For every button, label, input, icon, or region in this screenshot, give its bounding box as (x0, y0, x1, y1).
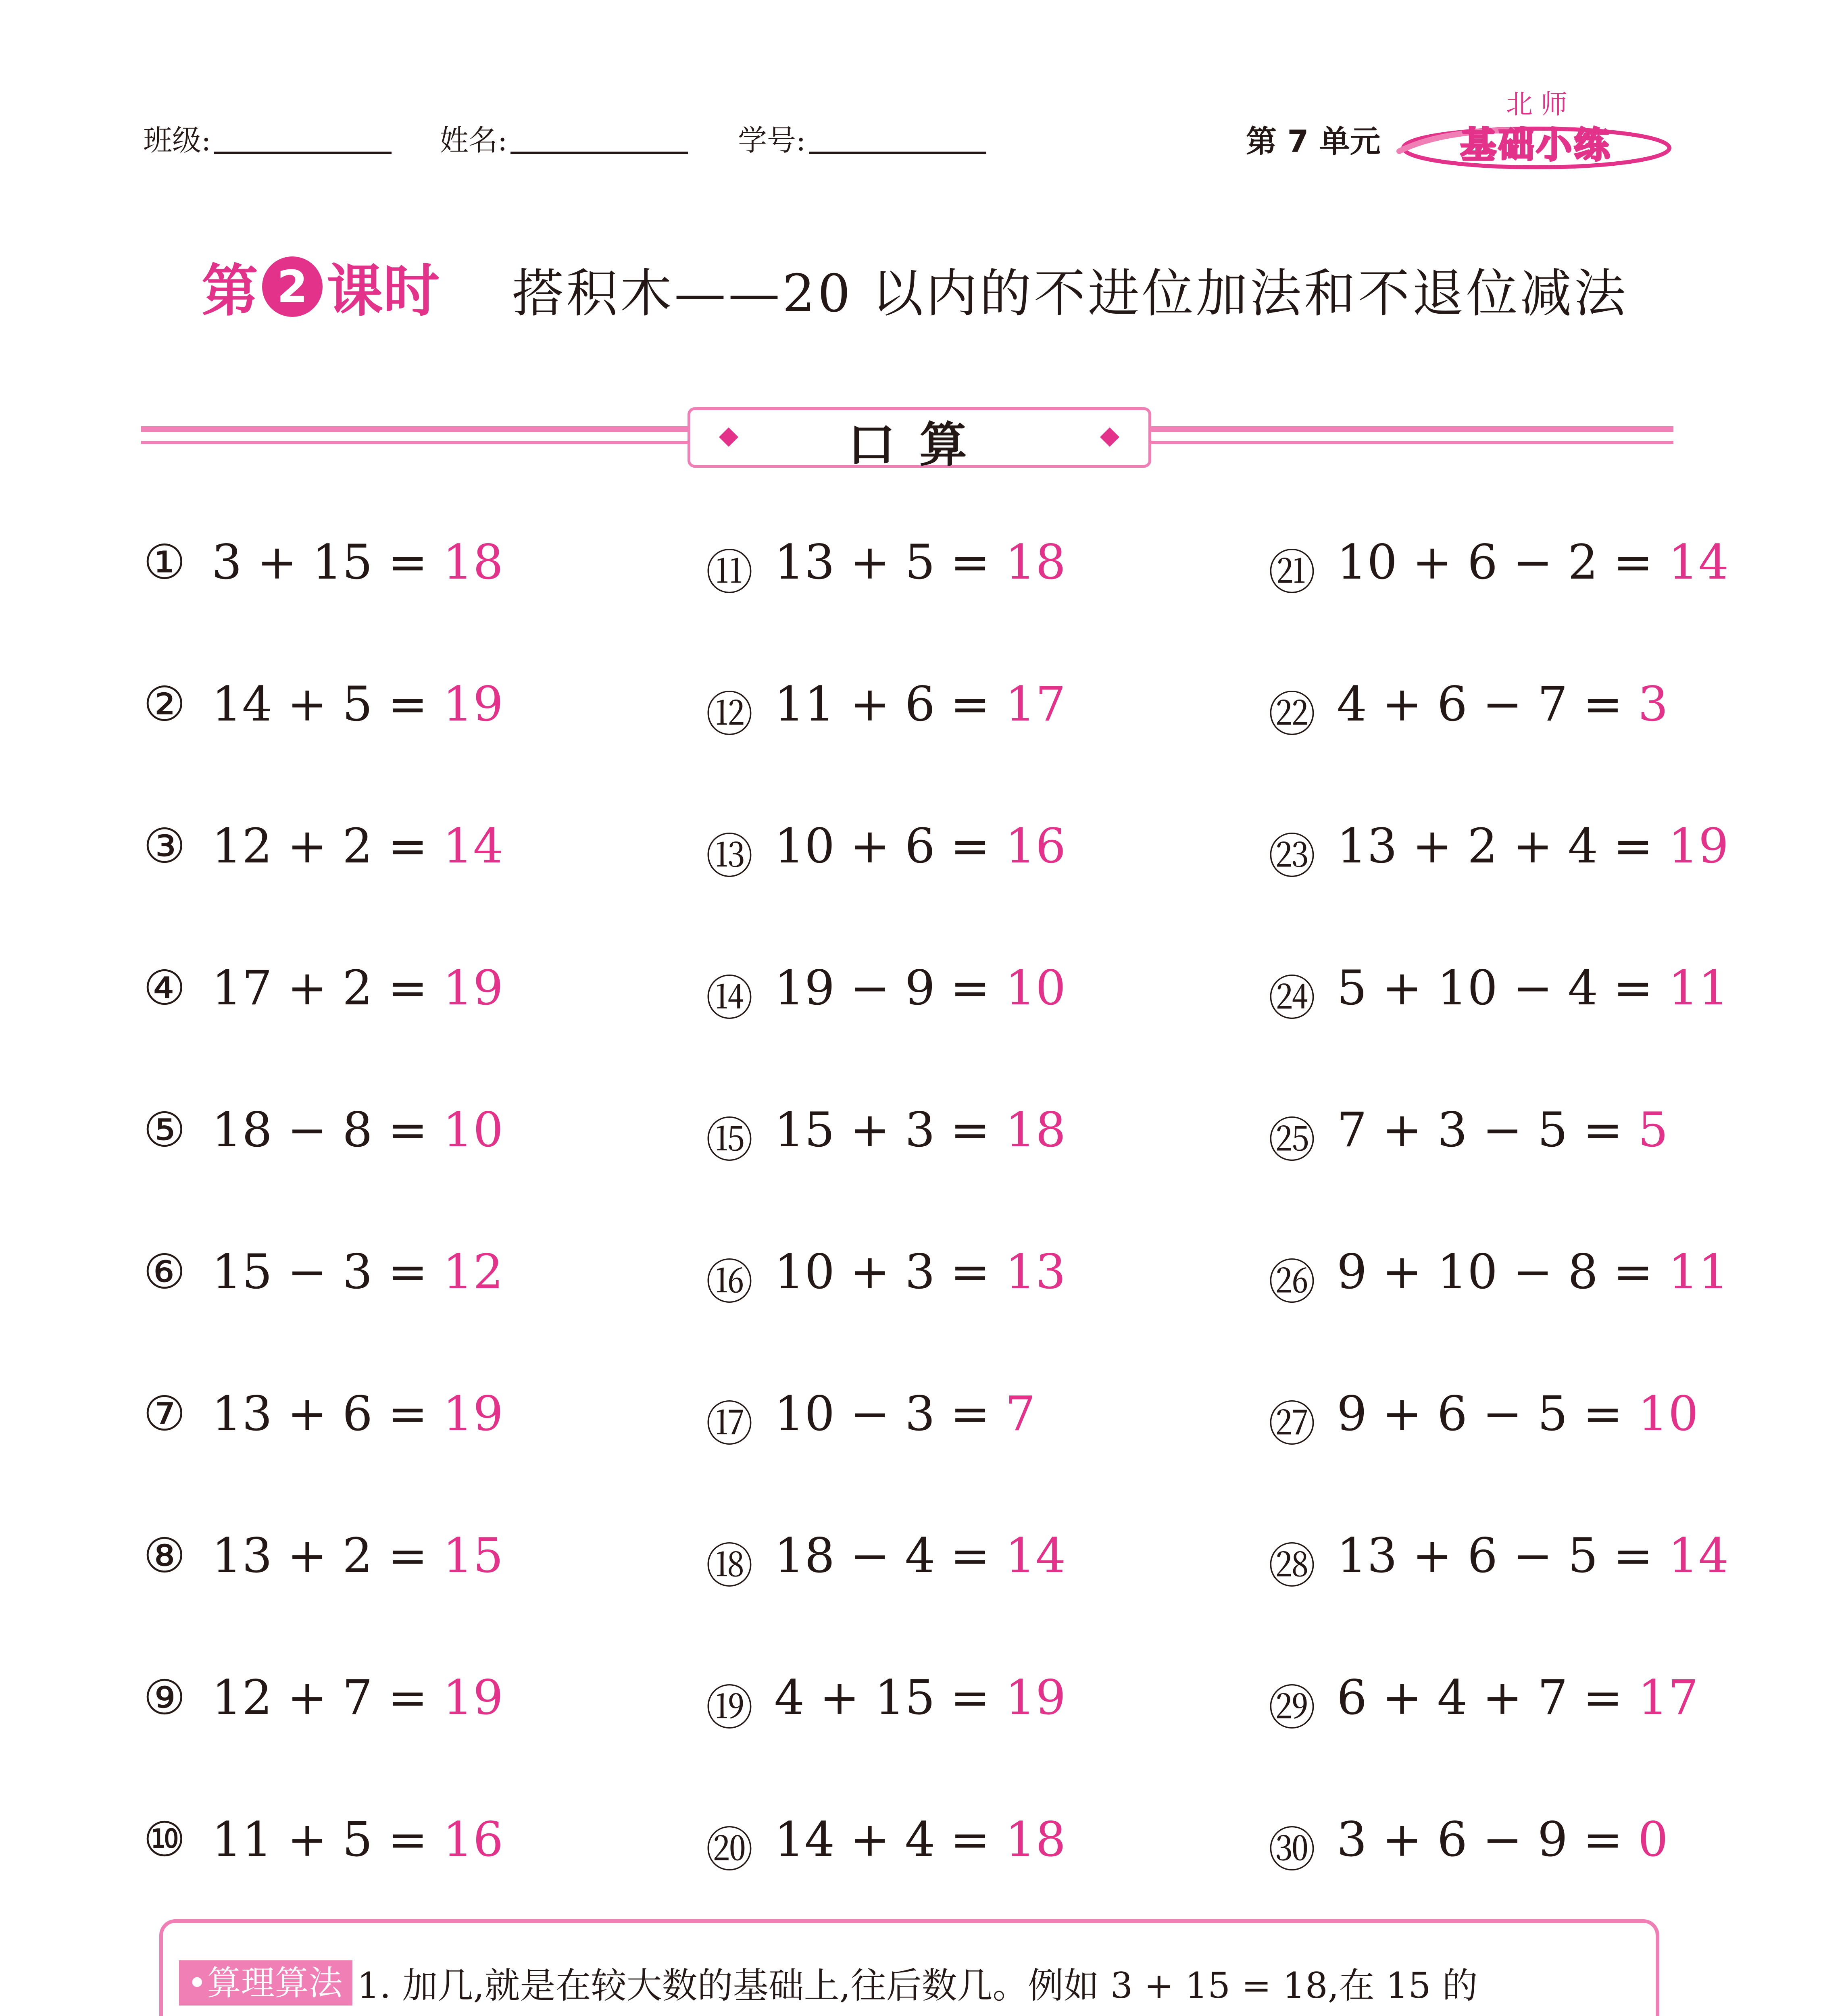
problem-item (706, 818, 1066, 960)
problem-expression: 17 + 2 = (212, 960, 428, 1016)
problem-answer[interactable]: 17 (1005, 676, 1066, 732)
problem-expression: 19 − 9 = (774, 960, 990, 1016)
problem-number: ⑦ (143, 1386, 186, 1441)
problem-number: ㉕ (1268, 1112, 1316, 1168)
problem-expression: 18 − 8 = (212, 1102, 428, 1158)
problem-answer[interactable]: 15 (443, 1528, 504, 1583)
problem-number: ⑯ (706, 1254, 754, 1310)
problem-column-3 (1268, 534, 1729, 1954)
problem-number: ㉔ (1268, 971, 1316, 1026)
problem-expression: 6 + 4 + 7 = (1337, 1670, 1623, 1725)
problem-answer[interactable]: 17 (1638, 1670, 1699, 1725)
problem-expression: 3 + 6 − 9 = (1337, 1812, 1623, 1867)
problem-answer[interactable]: 12 (443, 1244, 504, 1300)
problem-item (1268, 1386, 1729, 1528)
problem-item (1268, 676, 1729, 818)
problem-number: ⑧ (143, 1528, 186, 1583)
lesson-suffix: 课时 (327, 258, 440, 324)
problem-answer[interactable]: 19 (443, 1386, 504, 1441)
problem-answer[interactable]: 19 (1668, 818, 1729, 874)
problem-answer[interactable]: 16 (443, 1812, 504, 1867)
problem-item (706, 534, 1066, 676)
problem-answer[interactable]: 19 (443, 1670, 504, 1725)
problem-number: ㉗ (1268, 1396, 1316, 1452)
problem-answer[interactable]: 14 (1668, 1528, 1729, 1583)
problem-answer[interactable]: 10 (1638, 1386, 1699, 1441)
problem-expression: 13 + 6 − 5 = (1337, 1528, 1653, 1583)
problem-answer[interactable]: 11 (1668, 960, 1729, 1016)
problem-expression: 12 + 2 = (212, 818, 428, 874)
problem-item (143, 1670, 503, 1812)
problem-expression: 10 + 6 − 2 = (1337, 534, 1653, 590)
tip-text-1: 1. 加几,就是在较大数的基础上,往后数几。例如 3 + 15 = 18,在 15 的 (357, 1965, 1478, 2006)
problem-item (1268, 1670, 1729, 1812)
problem-number: ④ (143, 960, 186, 1016)
problem-number: ⑬ (706, 829, 754, 884)
problem-expression: 10 + 3 = (774, 1244, 990, 1300)
problem-answer[interactable]: 14 (1005, 1528, 1066, 1583)
problem-expression: 10 − 3 = (774, 1386, 990, 1441)
problem-answer[interactable]: 19 (1005, 1670, 1066, 1725)
lesson-label (202, 246, 440, 327)
problem-expression: 11 + 5 = (212, 1812, 428, 1867)
problem-answer[interactable]: 18 (1005, 534, 1066, 590)
problem-answer[interactable]: 18 (1005, 1102, 1066, 1158)
problem-number: ⑨ (143, 1670, 186, 1725)
problem-number: ⑥ (143, 1244, 186, 1300)
problem-number: ⑤ (143, 1102, 186, 1158)
problem-answer[interactable]: 19 (443, 960, 504, 1016)
problem-expression: 14 + 4 = (774, 1812, 990, 1867)
problem-expression: 9 + 10 − 8 = (1337, 1244, 1653, 1300)
class-label: 班级: (143, 123, 211, 157)
problem-expression: 13 + 6 = (212, 1386, 428, 1441)
student-id-label: 学号: (738, 123, 806, 157)
problem-answer[interactable]: 10 (1005, 960, 1066, 1016)
problem-expression: 7 + 3 − 5 = (1337, 1102, 1623, 1158)
problem-number: ㉓ (1268, 829, 1316, 884)
problem-item (143, 960, 503, 1102)
problem-item (143, 1102, 503, 1244)
student-id-blank[interactable] (809, 152, 986, 154)
problem-column-1 (143, 534, 503, 1954)
problem-expression: 5 + 10 − 4 = (1337, 960, 1653, 1016)
tips-box (159, 1919, 1659, 2016)
problem-item (143, 1386, 503, 1528)
problem-expression: 9 + 6 − 5 = (1337, 1386, 1623, 1441)
problem-expression: 4 + 6 − 7 = (1337, 676, 1623, 732)
problem-item (143, 676, 503, 818)
problem-expression: 15 − 3 = (212, 1244, 428, 1300)
problem-expression: 11 + 6 = (774, 676, 990, 732)
problem-item (706, 1386, 1066, 1528)
problem-number: ㉘ (1268, 1538, 1316, 1594)
problem-item (1268, 818, 1729, 960)
problem-answer[interactable]: 18 (443, 534, 504, 590)
problem-number: ⑳ (706, 1822, 754, 1878)
problem-expression: 13 + 5 = (774, 534, 990, 590)
problem-number: ⑩ (143, 1812, 186, 1867)
problem-item (143, 818, 503, 960)
series-badge: 基础小练 (1460, 124, 1612, 166)
problem-expression: 3 + 15 = (212, 534, 428, 590)
problem-item (1268, 1102, 1729, 1244)
problem-expression: 14 + 5 = (212, 676, 428, 732)
problem-number: ⑭ (706, 971, 754, 1026)
problem-number: ② (143, 676, 186, 732)
problem-number: ⑰ (706, 1396, 754, 1452)
problem-number: ㉒ (1268, 687, 1316, 742)
problem-answer[interactable]: 14 (1668, 534, 1729, 590)
problem-item (706, 1528, 1066, 1670)
problem-expression: 10 + 6 = (774, 818, 990, 874)
problem-number: ③ (143, 818, 186, 874)
problem-item (706, 960, 1066, 1102)
problem-answer[interactable]: 0 (1638, 1812, 1668, 1867)
problem-number: ⑫ (706, 687, 754, 742)
problem-answer[interactable]: 5 (1638, 1102, 1668, 1158)
problem-item (706, 1244, 1066, 1386)
problem-expression: 13 + 2 + 4 = (1337, 818, 1653, 874)
student-id-field (738, 117, 986, 159)
problem-expression: 4 + 15 = (774, 1670, 990, 1725)
problem-answer[interactable]: 14 (443, 818, 504, 874)
problem-item (1268, 960, 1729, 1102)
problem-answer[interactable]: 19 (443, 676, 504, 732)
problem-number: ㉚ (1268, 1822, 1316, 1878)
problem-number: ⑱ (706, 1538, 754, 1594)
problem-number: ㉑ (1268, 545, 1316, 600)
tips-tag: •算理算法 (179, 1960, 352, 2006)
problem-number: ㉖ (1268, 1254, 1316, 1310)
problem-item (706, 1670, 1066, 1812)
name-label: 姓名: (440, 123, 508, 157)
problem-item (143, 534, 503, 676)
tip-line-1 (179, 1947, 1639, 2016)
problem-answer[interactable]: 16 (1005, 818, 1066, 874)
problem-item (143, 1244, 503, 1386)
problem-answer[interactable]: 11 (1668, 1244, 1729, 1300)
problem-answer[interactable]: 7 (1005, 1386, 1036, 1441)
lesson-prefix: 第 (202, 258, 258, 324)
problem-answer[interactable]: 3 (1638, 676, 1668, 732)
class-blank[interactable] (214, 152, 392, 154)
problem-expression: 12 + 7 = (212, 1670, 428, 1725)
problem-number: ⑲ (706, 1680, 754, 1736)
name-blank[interactable] (510, 152, 688, 154)
problem-column-2 (706, 534, 1066, 1954)
class-field (143, 117, 392, 159)
problem-expression: 15 + 3 = (774, 1102, 990, 1158)
problem-item (706, 1102, 1066, 1244)
problem-number: ① (143, 534, 186, 590)
problem-expression: 18 − 4 = (774, 1528, 990, 1583)
problem-item (1268, 534, 1729, 676)
name-field (440, 117, 688, 159)
problem-number: ⑪ (706, 545, 754, 600)
lesson-title: 搭积木——20 以内的不进位加法和不退位减法 (512, 264, 1628, 324)
section-title: 口算 (847, 417, 991, 473)
publisher-label: 北师 (1506, 89, 1575, 120)
problem-expression: 13 + 2 = (212, 1528, 428, 1583)
problem-number: ⑮ (706, 1112, 754, 1168)
problem-number: ㉙ (1268, 1680, 1316, 1736)
problem-item (1268, 1244, 1729, 1386)
problem-answer[interactable]: 18 (1005, 1812, 1066, 1867)
problem-item (706, 676, 1066, 818)
problem-item (143, 1528, 503, 1670)
problem-answer[interactable]: 10 (443, 1102, 504, 1158)
problem-item (1268, 1528, 1729, 1670)
problem-answer[interactable]: 13 (1005, 1244, 1066, 1300)
unit-label: 第 7 单元 (1246, 123, 1381, 159)
lesson-number-badge: 2 (262, 256, 323, 317)
